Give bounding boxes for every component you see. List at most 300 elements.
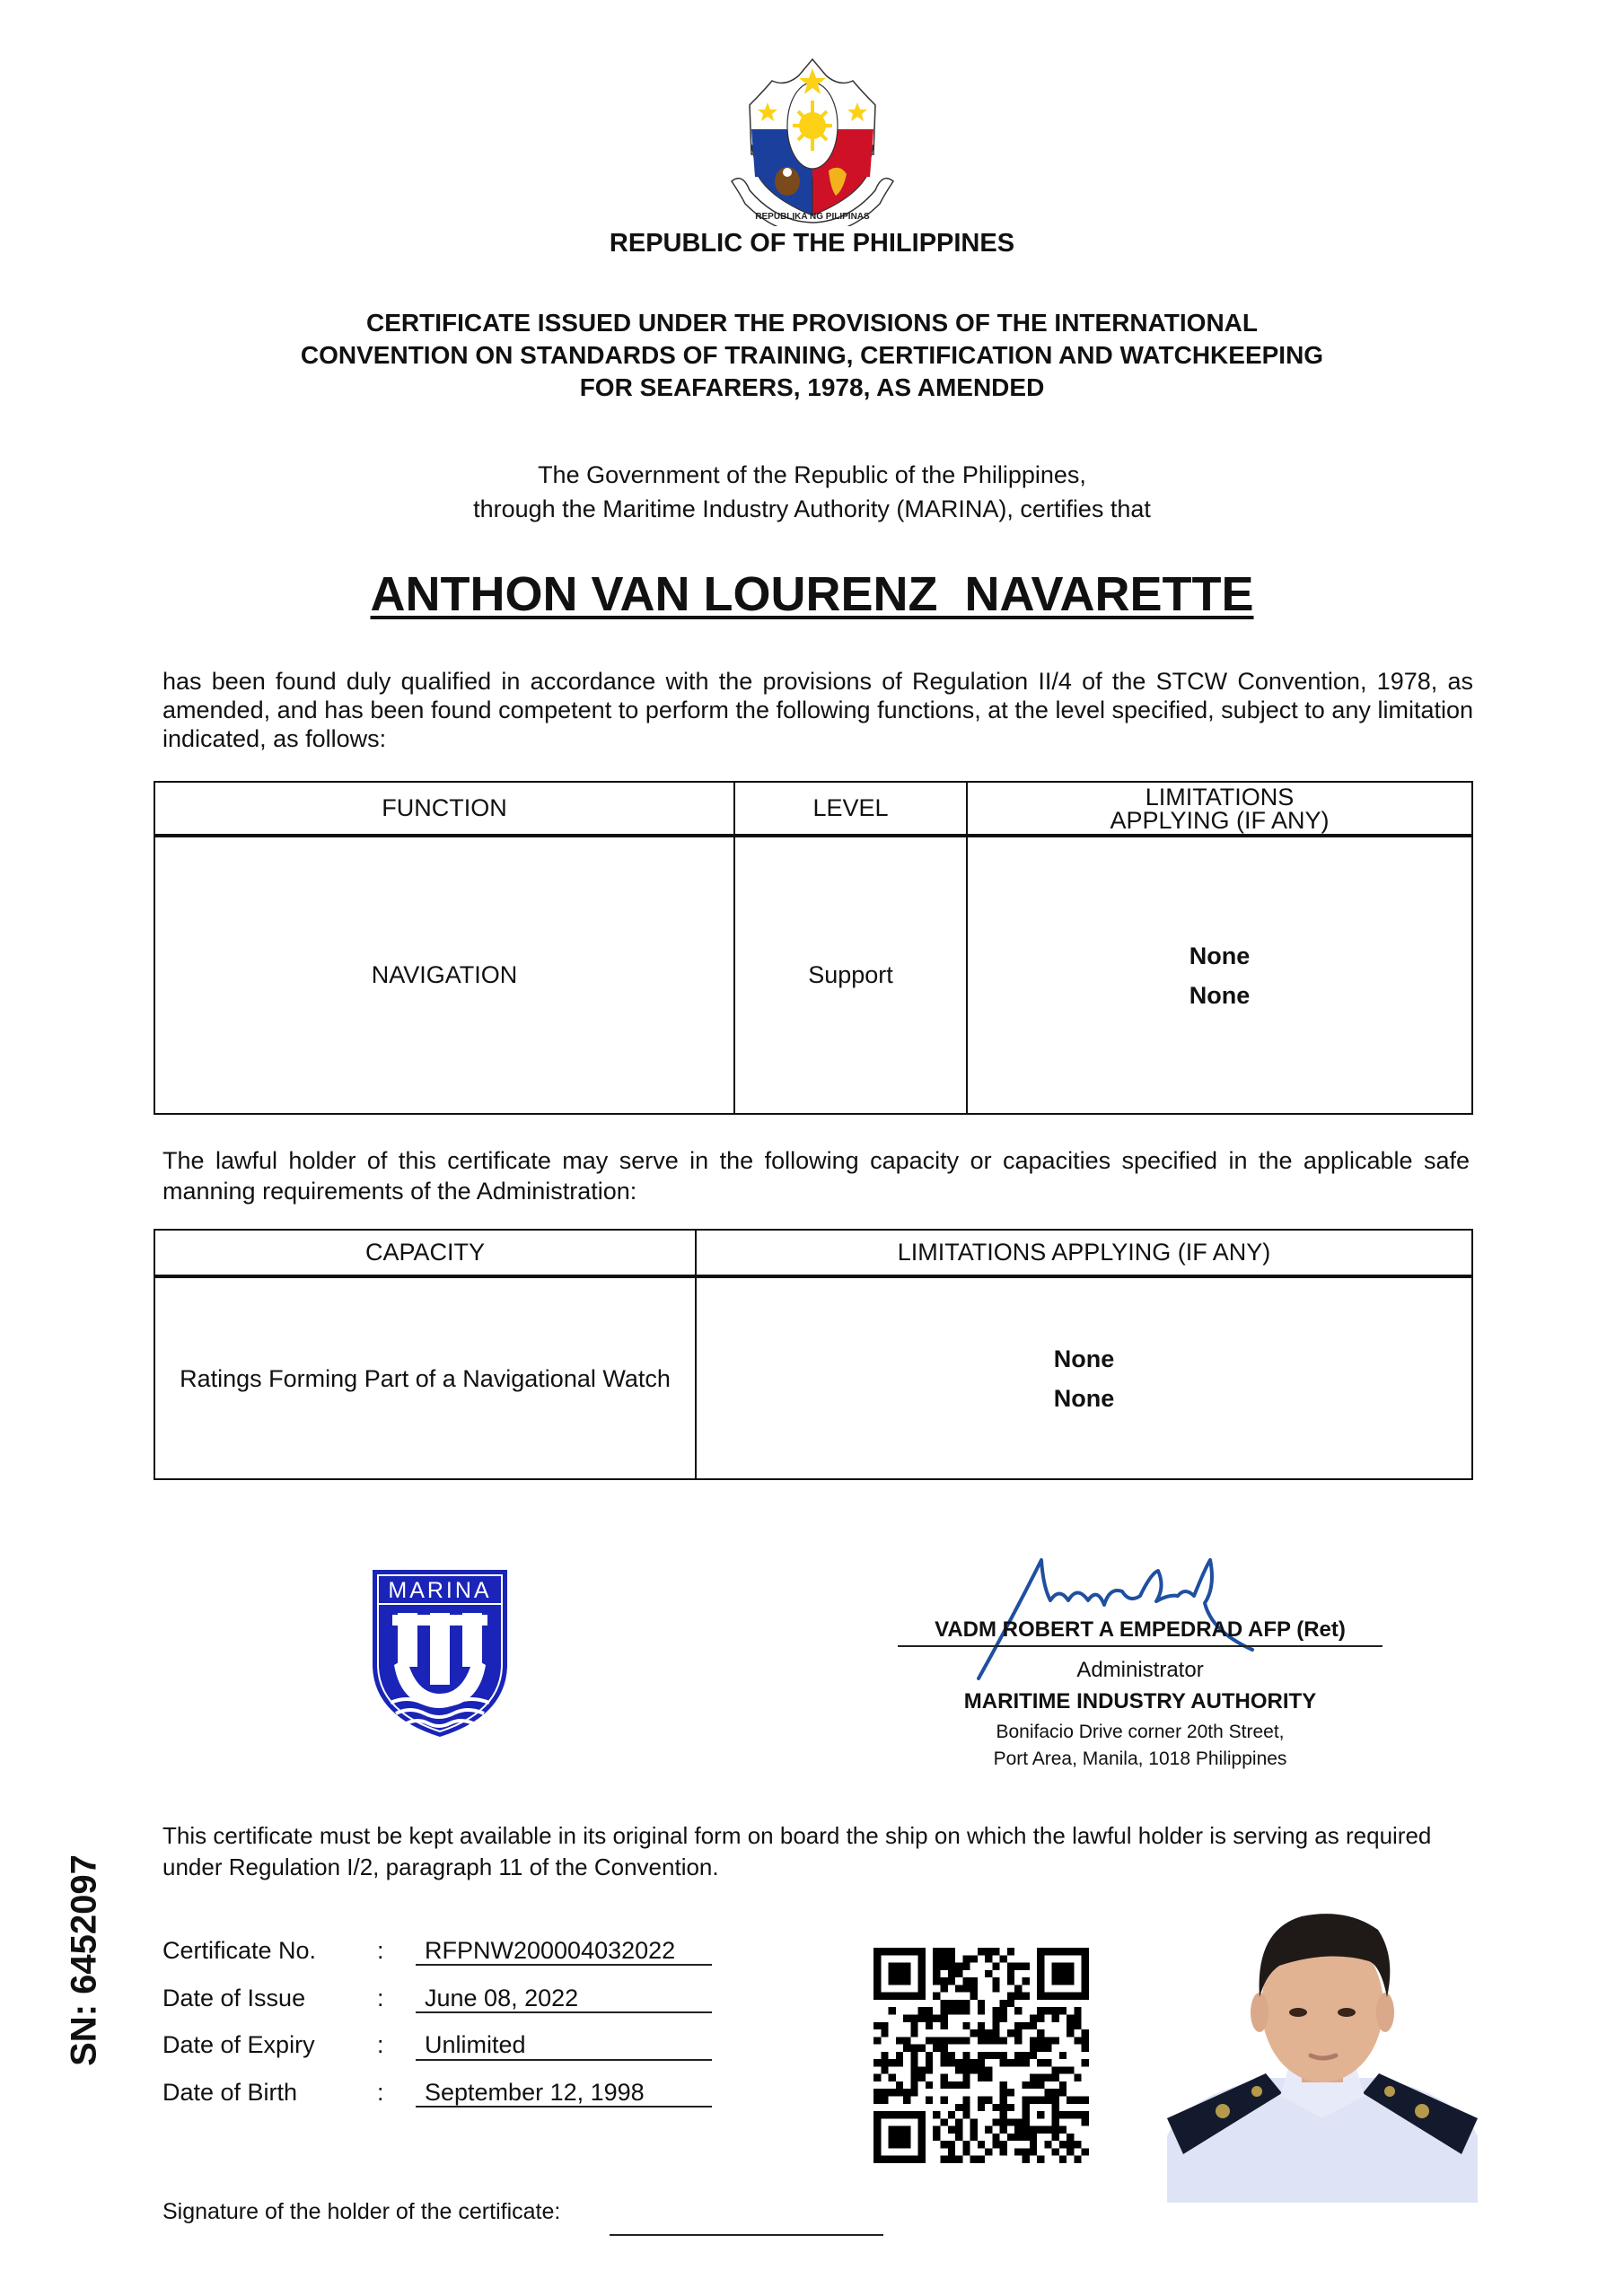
qr-module — [1037, 2156, 1044, 2163]
qr-module — [940, 1985, 947, 1992]
qr-module — [1007, 2118, 1014, 2125]
qr-module — [940, 2022, 947, 2029]
header-level: LEVEL — [734, 782, 967, 836]
qr-module — [933, 2045, 940, 2052]
qr-module — [992, 2014, 999, 2021]
qr-module — [1023, 2134, 1030, 2141]
detail-underline — [416, 2106, 712, 2108]
functions-table — [154, 781, 1473, 1115]
qr-module — [896, 2089, 903, 2096]
qr-module — [940, 2007, 947, 2014]
qr-module — [1074, 2074, 1081, 2081]
qr-module — [1014, 1963, 1022, 1970]
qr-module — [1067, 2014, 1074, 2021]
qr-module — [1030, 2134, 1037, 2141]
qr-module — [1037, 2059, 1044, 2066]
qr-module — [889, 2089, 896, 2096]
qr-module — [955, 2156, 962, 2163]
header-capacity: CAPACITY — [154, 1230, 696, 1276]
qr-module — [978, 1948, 985, 1955]
qr-module — [1052, 2037, 1059, 2044]
qr-module — [926, 2052, 933, 2059]
capacity-cell: Ratings Forming Part of a Navigational Watch — [154, 1276, 696, 1479]
qr-module — [933, 2037, 940, 2044]
qr-module — [962, 1977, 970, 1985]
qr-module — [940, 2141, 947, 2148]
qr-module — [889, 2007, 896, 2014]
qr-module — [1059, 2052, 1067, 2059]
qr-module — [1023, 2148, 1030, 2155]
seal-motto: REPUBLIKA NG PILIPINAS — [755, 212, 870, 222]
qr-module — [1074, 2156, 1081, 2163]
qr-module — [1007, 2000, 1014, 2007]
qr-module — [1052, 2134, 1059, 2141]
qr-module — [955, 2066, 962, 2073]
qr-module — [992, 2141, 999, 2148]
qr-module — [1082, 2111, 1089, 2118]
qr-module — [1082, 2045, 1089, 2052]
qr-module — [970, 2156, 978, 2163]
qr-module — [1023, 2156, 1030, 2163]
onboard-notice: This certificate must be kept available in its original form on board the ship on which the lawful holder is serving as required under Regulation I/2, paragraph 11 of the Convention. — [162, 1822, 1432, 1880]
holder-photo — [1167, 1894, 1478, 2203]
qr-module — [1000, 2097, 1007, 2104]
qr-module — [992, 2037, 999, 2044]
qr-module — [889, 2059, 896, 2066]
qr-module — [1007, 1948, 1014, 1955]
qr-module — [903, 2089, 910, 2096]
qr-module — [992, 2022, 999, 2029]
qr-module — [970, 1993, 978, 2000]
qr-module — [903, 2097, 910, 2104]
qr-module — [910, 2022, 917, 2029]
holder-signature-line — [610, 2234, 883, 2236]
qr-module — [1030, 2052, 1037, 2059]
qr-module — [918, 2074, 926, 2081]
qr-module — [992, 2104, 999, 2111]
qr-module — [1074, 2097, 1081, 2104]
qr-module — [1007, 2059, 1014, 2066]
qr-module — [1000, 1955, 1007, 1962]
qr-module — [1067, 2134, 1074, 2141]
qr-module — [970, 2029, 978, 2037]
qr-module — [881, 2022, 888, 2029]
qr-module — [1007, 2104, 1014, 2111]
qualification-statement: has been found duly qualified in accordance with the provisions of Regulation II/4 of the STCW Convention, 1978, as amended, and has been found competent to perform the following functions, at the level specified, subject to any limitation indicated, as follows: — [162, 668, 1473, 752]
qr-module — [948, 2037, 955, 2044]
qr-module — [1044, 2074, 1051, 2081]
qr-module — [1030, 2014, 1037, 2021]
detail-separator: : — [377, 2079, 384, 2106]
qr-module — [1059, 2081, 1067, 2089]
qr-module — [948, 1977, 955, 1985]
qr-module — [1037, 2007, 1044, 2014]
qr-module — [1052, 2148, 1059, 2155]
qr-module — [1067, 2029, 1074, 2037]
qr-module — [933, 1955, 940, 1962]
intro-line: The Government of the Republic of the Philippines, — [538, 461, 1086, 488]
qr-module — [955, 2059, 962, 2066]
qr-module — [985, 2052, 992, 2059]
qr-module — [1082, 2037, 1089, 2044]
holder-name — [0, 565, 1624, 623]
limitations-cell — [967, 836, 1472, 1114]
qr-module — [1037, 2074, 1044, 2081]
heading-line: CERTIFICATE ISSUED UNDER THE PROVISIONS OF THE INTERNATIONAL — [365, 309, 1258, 337]
qr-module — [933, 1977, 940, 1985]
qr-module — [889, 1963, 911, 1985]
qr-module — [910, 2059, 917, 2066]
qr-module — [978, 2037, 985, 2044]
qr-module — [1014, 2022, 1022, 2029]
qr-module — [1007, 2134, 1014, 2141]
qr-module — [1044, 2045, 1051, 2052]
qr-module — [1000, 2118, 1007, 2125]
signatory-address-line: Bonifacio Drive corner 20th Street, — [996, 1722, 1285, 1742]
qr-module — [978, 2000, 985, 2007]
qr-module — [1014, 1993, 1022, 2000]
qr-module — [985, 1955, 992, 1962]
qr-module — [992, 2029, 999, 2037]
qr-module — [970, 2059, 978, 2066]
qr-module — [970, 1977, 978, 1985]
qr-module — [1000, 2126, 1007, 2134]
qr-module — [1007, 1977, 1014, 1985]
qr-module — [1000, 2000, 1007, 2007]
qr-module — [926, 2081, 933, 2089]
date-of-issue: June 08, 2022 — [425, 1985, 579, 2011]
header-limitations: LIMITATIONS APPLYING (IF ANY) — [696, 1230, 1472, 1276]
qr-module — [1000, 2059, 1007, 2066]
qr-module — [978, 2052, 985, 2059]
serial-number: SN: 6452097 — [64, 1854, 104, 2066]
certificate-heading — [0, 307, 1624, 404]
qr-module — [992, 2134, 999, 2141]
qr-module — [926, 2022, 933, 2029]
qr-module — [933, 1963, 940, 1970]
qr-module — [1030, 2081, 1037, 2089]
qr-module — [962, 2037, 970, 2044]
limitation-value: None — [1053, 1384, 1115, 1412]
function-cell: NAVIGATION — [154, 836, 734, 1114]
qr-module — [962, 2097, 970, 2104]
qr-module — [962, 2141, 970, 2148]
capacity-table-header — [154, 1230, 1472, 1276]
qr-module — [1067, 2066, 1074, 2073]
qr-module — [881, 2089, 888, 2096]
qr-module — [940, 2052, 947, 2059]
signatory-address-line: Port Area, Manila, 1018 Philippines — [993, 1748, 1287, 1769]
qr-module — [985, 1970, 992, 1977]
qr-module — [1074, 2014, 1081, 2021]
qr-module — [1037, 2081, 1044, 2089]
qr-module — [985, 2097, 992, 2104]
qr-module — [985, 2066, 992, 2073]
detail-label: Certificate No. — [162, 1937, 317, 1964]
qr-module — [1074, 2007, 1081, 2014]
qr-module — [1059, 2126, 1067, 2134]
qr-module — [940, 1955, 947, 1962]
qr-module — [962, 1963, 970, 1970]
qr-module — [896, 2081, 903, 2089]
qr-module — [881, 2052, 888, 2059]
qr-module — [955, 2118, 962, 2125]
qr-module — [1014, 2029, 1022, 2037]
qr-module — [955, 1963, 962, 1970]
qr-module — [962, 1955, 970, 1962]
qr-module — [948, 2111, 955, 2118]
qr-module — [962, 2148, 970, 2155]
signatory-name: VADM ROBERT A EMPEDRAD AFP (Ret) — [935, 1617, 1346, 1642]
qr-module — [933, 2126, 940, 2134]
qr-module — [873, 2074, 881, 2081]
qr-module — [1067, 2148, 1074, 2155]
qr-module — [978, 2156, 985, 2163]
qr-module — [1014, 2134, 1022, 2141]
level-cell: Support — [734, 836, 967, 1114]
qr-module — [873, 2037, 881, 2044]
qr-module — [910, 2045, 917, 2052]
qr-module — [1074, 2037, 1081, 2044]
qr-module — [1023, 1993, 1030, 2000]
qr-module — [933, 1948, 940, 1955]
qr-module — [1059, 2089, 1067, 2096]
qr-module — [1014, 2052, 1022, 2059]
qr-module — [940, 2081, 947, 2089]
qr-module — [926, 2014, 933, 2021]
qr-module — [985, 2074, 992, 2081]
certificate-number: RFPNW200004032022 — [425, 1937, 676, 1964]
qr-module — [955, 2081, 962, 2089]
limitation-value: None — [1189, 942, 1251, 969]
qr-module — [992, 1977, 999, 1985]
qr-module — [889, 2126, 911, 2149]
detail-separator: : — [377, 1937, 384, 1964]
header-limitations-line: LIMITATIONS — [1145, 783, 1295, 811]
qr-module — [962, 2022, 970, 2029]
qr-module — [1082, 2059, 1089, 2066]
qr-module — [1037, 2029, 1044, 2037]
qr-module — [948, 2000, 955, 2007]
qr-module — [1030, 2141, 1037, 2148]
qr-module — [940, 1963, 947, 1970]
qr-module — [985, 2148, 992, 2155]
capacity-table — [154, 1229, 1473, 1480]
qr-module — [955, 2126, 962, 2134]
qr-module — [1000, 2052, 1007, 2059]
qr-module — [962, 2052, 970, 2059]
qr-module — [1000, 2089, 1007, 2096]
qr-module — [873, 2022, 881, 2029]
qr-module — [978, 2104, 985, 2111]
qr-module — [1059, 2156, 1067, 2163]
qr-module — [948, 1955, 955, 1962]
qr-module — [933, 1993, 940, 2000]
qr-module — [1044, 2089, 1051, 2096]
qr-module — [985, 1948, 992, 1955]
qr-module — [1014, 2059, 1022, 2066]
qr-module — [1023, 1963, 1030, 1970]
qr-module — [1007, 1993, 1014, 2000]
qr-module — [910, 2052, 917, 2059]
qr-module — [978, 2007, 985, 2014]
qr-module — [910, 2089, 917, 2096]
qr-module — [992, 2052, 999, 2059]
detail-underline — [416, 2059, 712, 2061]
qr-module — [1014, 2126, 1022, 2134]
qr-module — [903, 2045, 910, 2052]
qr-module — [1030, 2022, 1037, 2029]
holder-name-text: ANTHON VAN LOURENZ NAVARETTE — [370, 567, 1254, 621]
qr-module — [1037, 2111, 1044, 2118]
heading-line: FOR SEAFARERS, 1978, AS AMENDED — [579, 373, 1045, 401]
qr-module — [926, 2066, 933, 2073]
qr-module — [962, 2066, 970, 2073]
qr-module — [985, 2037, 992, 2044]
qr-module — [962, 2081, 970, 2089]
header-function: FUNCTION — [154, 782, 734, 836]
qr-module — [1030, 2074, 1037, 2081]
detail-label: Date of Issue — [162, 1985, 306, 2011]
qr-module — [1074, 2022, 1081, 2029]
qr-module — [1074, 2111, 1081, 2118]
qr-module — [955, 1970, 962, 1977]
qr-module — [985, 2126, 992, 2134]
detail-label: Date of Birth — [162, 2079, 298, 2106]
qr-module — [926, 2097, 933, 2104]
qr-module — [910, 2029, 917, 2037]
qr-module — [1059, 2066, 1067, 2073]
qr-module — [903, 2037, 910, 2044]
qr-module — [1052, 2014, 1059, 2021]
qr-module — [933, 2111, 940, 2118]
qr-module — [985, 2029, 992, 2037]
qr-module — [1000, 2111, 1007, 2118]
qr-module — [1082, 2097, 1089, 2104]
heading-line: CONVENTION ON STANDARDS OF TRAINING, CERTIFICATION AND WATCHKEEPING — [300, 341, 1324, 369]
qr-module — [1000, 2007, 1007, 2014]
qr-module — [1030, 2037, 1037, 2044]
qr-module — [926, 2007, 933, 2014]
qr-module — [873, 2059, 881, 2066]
qr-module — [955, 2104, 962, 2111]
qr-module — [1014, 2118, 1022, 2125]
qr-module — [978, 2029, 985, 2037]
marina-label: MARINA — [388, 1578, 492, 1603]
qr-module — [1067, 2111, 1074, 2118]
qr-module — [1000, 2037, 1007, 2044]
qr-module — [1059, 2111, 1067, 2118]
country-title: REPUBLIC OF THE PHILIPPINES — [609, 229, 1015, 258]
qr-module — [1007, 1963, 1014, 1970]
qr-module — [940, 2074, 947, 2081]
limitations-cell — [696, 1276, 1472, 1479]
qr-module — [962, 2000, 970, 2007]
qr-module — [1030, 2148, 1037, 2155]
qr-module — [1082, 2029, 1089, 2037]
qr-module — [1044, 2141, 1051, 2148]
qr-module — [1023, 1977, 1030, 1985]
detail-separator: : — [377, 2031, 384, 2058]
qr-module — [910, 2081, 917, 2089]
qr-module — [992, 1985, 999, 1992]
qr-module — [881, 2029, 888, 2037]
qr-module — [992, 1948, 999, 1955]
qr-module — [962, 2007, 970, 2014]
qr-module — [1007, 2089, 1014, 2096]
qr-module — [933, 1970, 940, 1977]
qr-module — [1023, 2052, 1030, 2059]
qr-module — [1007, 2029, 1014, 2037]
philippine-coat-of-arms-icon — [723, 56, 902, 226]
qr-module — [1000, 2104, 1007, 2111]
qr-module — [948, 1970, 955, 1977]
qr-module — [1000, 2014, 1007, 2021]
qr-module — [940, 2037, 947, 2044]
qr-module — [918, 2066, 926, 2073]
qr-module — [948, 2081, 955, 2089]
signature-line — [898, 1645, 1383, 1647]
qr-module — [1044, 2059, 1051, 2066]
qr-module — [926, 2037, 933, 2044]
qr-module — [978, 2074, 985, 2081]
qr-module — [881, 2066, 888, 2073]
qr-module — [948, 2141, 955, 2148]
qr-module — [910, 2014, 917, 2021]
qr-module — [978, 2066, 985, 2073]
qr-module — [978, 2059, 985, 2066]
qr-module — [1052, 2074, 1059, 2081]
header-limitations-line: APPLYING (IF ANY) — [1110, 806, 1330, 834]
qr-module — [910, 2066, 917, 2073]
qr-module — [978, 2022, 985, 2029]
qr-module — [962, 2059, 970, 2066]
qr-module — [970, 2118, 978, 2125]
qr-module — [962, 1985, 970, 1992]
qr-module — [1000, 2081, 1007, 2089]
qr-module — [918, 2007, 926, 2014]
detail-separator: : — [377, 1985, 384, 2011]
limitation-value: None — [1189, 981, 1251, 1009]
table-row — [154, 1276, 1472, 1479]
qr-module — [948, 2156, 955, 2163]
qr-module — [1037, 2037, 1044, 2044]
qr-module — [948, 1963, 955, 1970]
qr-module — [940, 2097, 947, 2104]
qr-module — [910, 2074, 917, 2081]
qr-module — [1023, 2022, 1030, 2029]
qr-module — [978, 2141, 985, 2148]
detail-underline — [416, 2011, 712, 2013]
qr-module — [940, 1977, 947, 1985]
qr-module — [970, 2126, 978, 2134]
qr-module — [881, 2059, 888, 2066]
qr-module — [1082, 2118, 1089, 2125]
qr-module — [1059, 2141, 1067, 2148]
detail-label: Date of Expiry — [162, 2031, 315, 2058]
qr-module — [962, 2074, 970, 2081]
qr-module — [1014, 2148, 1022, 2155]
qr-module — [940, 2118, 947, 2125]
qr-module — [1014, 2037, 1022, 2044]
qr-module — [962, 2104, 970, 2111]
qr-module — [926, 2059, 933, 2066]
qr-module — [940, 2045, 947, 2052]
qr-module — [948, 2007, 955, 2014]
qr-code-icon[interactable] — [873, 1948, 1089, 2163]
qr-module — [970, 1955, 978, 1962]
qr-module — [881, 2097, 888, 2104]
